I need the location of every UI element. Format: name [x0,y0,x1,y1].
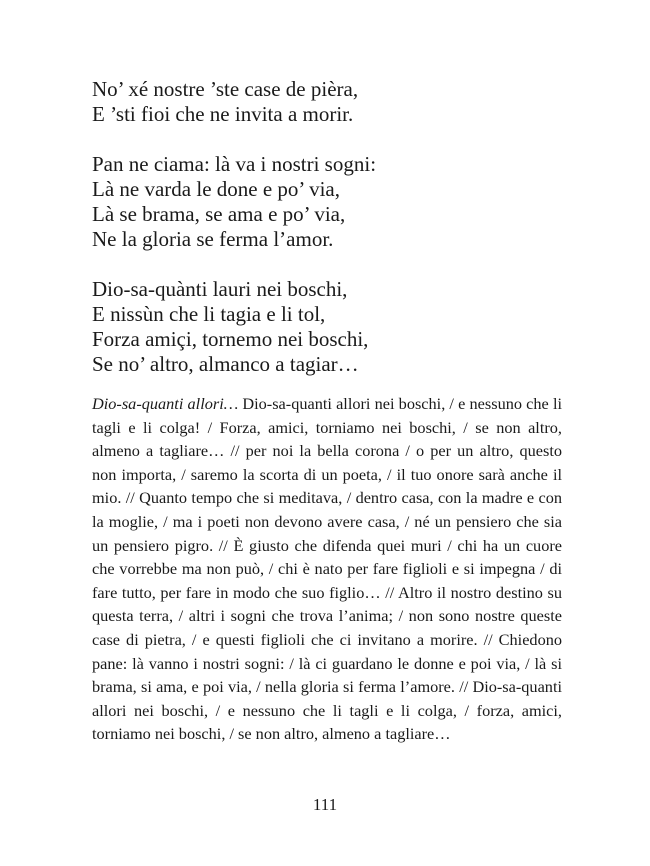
note-text: Dio-sa-quanti allori nei boschi, / e nessuno che li tagli e li colga! / Forza, amici, torniamo nei boschi, / se non altro, almeno a tagliare… // per noi la bella corona / o per un altro, questo non importa, / saremo la scorta di un poeta, / il tuo onore sarà anche il mio. // Quanto tempo che si meditava, / dentro casa, con la madre e con la moglie, / ma i poeti non devono avere casa, / né un pensiero che sia un pensiero pigro. // È giusto che difenda quei muri / chi ha un cuore che vorrebbe ma non può, / chi è nato per fare figlioli e si impegna / di fare tutto, per fare in modo che suo figlio… // Altro il nostro destino su questa terra, / altri i sogni che trova l’anima; / non sono nostre queste case di pietra, / e questi figlioli che ci invitano a morire. // Chiedono pane: là vanno i nostri sogni: / là ci guardano le donne e poi via, / là si brama, si ama, e poi via, / nella gloria si ferma l’amore. // Dio-sa-quanti allori nei boschi, / e nessuno che li tagli e li colga, / forza, amici, torniamo nei boschi, / se non altro, almeno a tagliare… [92,394,562,744]
translation-note [92,392,562,746]
verse-line: E nissùn che li tagia e li tol, [92,302,326,326]
verse-line: Ne la gloria se ferma l’amor. [92,227,334,251]
stanza [92,152,562,252]
verse-line: Dio-sa-quànti lauri nei boschi, [92,277,348,301]
page-number: 111 [312,795,338,814]
verse-line: E ’sti fioi che ne invita a morir. [92,102,354,126]
verse-line: Se no’ altro, almanco a tagiar… [92,352,359,376]
verse-line: No’ xé nostre ’ste case de pièra, [92,77,359,101]
stanza [92,77,562,127]
poem [92,77,562,402]
verse-line: Forza amiçi, tornemo nei boschi, [92,327,369,351]
verse-line: Là se brama, se ama e po’ via, [92,202,346,226]
stanza [92,277,562,377]
verse-line: Pan ne ciama: là va i nostri sogni: [92,152,377,176]
verse-line: Là ne varda le done e po’ via, [92,177,340,201]
note-lemma: Dio-sa-quanti allori… [92,394,239,413]
